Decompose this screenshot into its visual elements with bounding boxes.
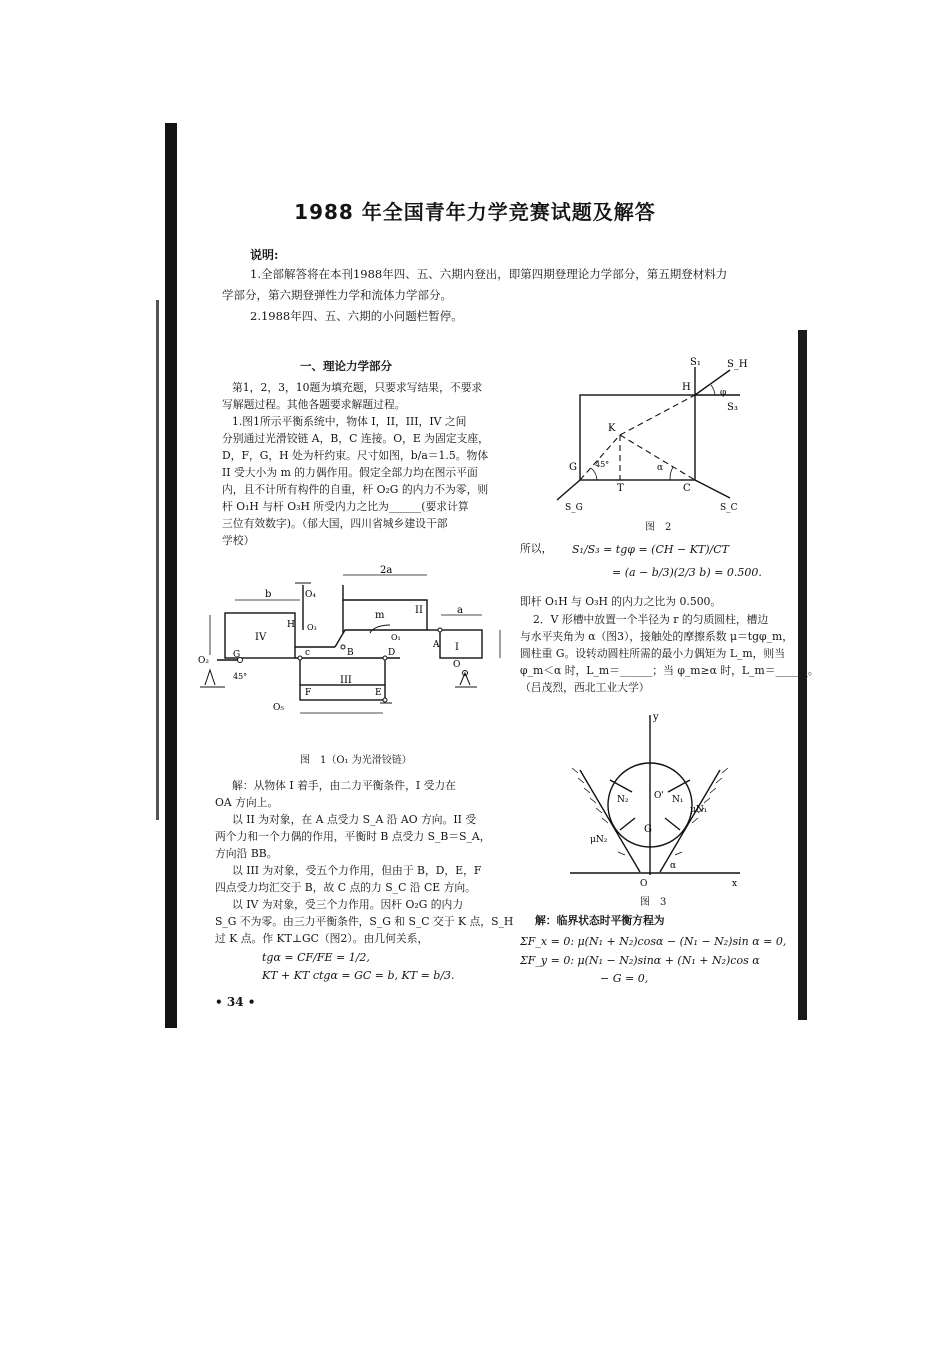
fig3-label-mun1: μN₁ <box>690 805 708 815</box>
fig2-label-t: T <box>617 483 624 494</box>
formula-ratio-value: = (a − b/3)(2/3 b) = 0.500. <box>612 566 762 579</box>
formula-kt: KT + KT ctgα = GC = b, KT = b/3. <box>262 969 455 982</box>
fig1-label-b: b <box>265 589 272 600</box>
fig1-label-a-point: A <box>433 640 440 650</box>
fig3-label-o: O <box>640 879 648 889</box>
fig3-label-mun2: μN₂ <box>590 835 608 845</box>
figure-1 <box>195 555 505 755</box>
book-spine-shadow <box>165 123 177 1028</box>
fig2-label-g: G <box>569 462 577 473</box>
problem2-line-5: （吕茂烈，西北工业大学） <box>520 681 650 694</box>
fig2-label-c: C <box>683 483 691 494</box>
problem1-line-4: 分别通过光滑铰链 A，B，C 连接。O，E 为固定支座， <box>222 432 489 445</box>
note-line-2: 学部分，第六期登弹性力学和流体力学部分。 <box>222 288 452 302</box>
note-line-1: 1.全部解答将在本刊1988年四、五、六期内登出，即第四期登理论力学部分，第五期登材料力 <box>250 267 728 281</box>
formula-tg-alpha: tgα = CF/FE = 1/2, <box>262 951 370 964</box>
fig2-label-sg: S_G <box>565 503 583 513</box>
figure-1-caption: 图 1（O₁ 为光滑铰链） <box>300 755 412 766</box>
fig1-label-o5: O₅ <box>273 703 284 713</box>
solution1-line-7: 四点受力均汇交于 B，故 C 点的力 S_C 沿 CE 方向。 <box>215 881 476 894</box>
fig3-label-n2: N₂ <box>617 795 629 805</box>
fig1-label-angle: 45° <box>233 672 248 681</box>
body-iii <box>300 685 385 700</box>
fig1-label-m: m <box>375 610 385 621</box>
fig1-label-d: D <box>388 648 396 658</box>
problem1-line-8: 杆 O₁H 与杆 O₃H 所受内力之比为______(要求计算 <box>222 500 469 513</box>
fig1-label-o3: O₃ <box>307 623 317 632</box>
solution1-line-9: S_G 不为零。由三力平衡条件，S_G 和 S_C 交于 K 点，S_H <box>215 915 514 928</box>
problem1-line-1: 第1，2，3，10题为填充题，只要求写结果，不要求 <box>232 381 483 394</box>
ratio-conclusion: 即杆 O₁H 与 O₃H 的内力之比为 0.500。 <box>520 595 722 608</box>
fig3-label-y: y <box>653 712 659 723</box>
solution1-line-3: 以 II 为对象，在 A 点受力 S_A 沿 AO 方向。II 受 <box>232 813 477 826</box>
equation-sum-fx: ΣF_x = 0: μ(N₁ + N₂)cosα − (N₁ − N₂)sin α = 0, <box>520 935 787 948</box>
fig2-label-s1: S₁ <box>690 357 701 368</box>
figure-3-caption: 图 3 <box>640 897 667 908</box>
fig1-label-e: E <box>375 688 382 698</box>
solution1-line-10: 过 K 点。作 KT⊥GC（图2）。由几何关系， <box>215 932 429 945</box>
problem1-line-2: 写解题过程。其他各题要求解题过程。 <box>222 398 406 411</box>
solution1-line-2: OA 方向上。 <box>215 796 279 809</box>
fig1-label-g: G <box>233 650 241 660</box>
figure-3 <box>560 710 745 895</box>
solution3-heading: 解：临界状态时平衡方程为 <box>535 914 665 927</box>
formula-tg-phi: S₁/S₃ = tgφ = (CH − KT)/CT <box>572 543 729 556</box>
problem1-line-5: D，F，G，H 处为杆约束。尺寸如图，b/a＝1.5。物体 <box>222 449 489 462</box>
problem1-line-10: 学校） <box>222 534 255 547</box>
fig2-label-k: K <box>608 423 616 434</box>
fig1-label-o4: O₄ <box>305 590 316 600</box>
solution1-line-4: 两个力和一个力偶的作用，平衡时 B 点受力 S_B＝S_A， <box>215 830 491 843</box>
problem1-line-9: 三位有效数字)。（郁大国，四川省城乡建设干部 <box>222 517 448 530</box>
fig1-label-h: H <box>287 620 295 630</box>
fig1-label-c: c <box>305 648 311 658</box>
fig3-label-o-prime: O' <box>654 791 664 801</box>
fig2-label-phi: φ <box>720 388 727 398</box>
solution1-line-5: 方向沿 BB。 <box>215 847 278 860</box>
fig1-label-i: I <box>455 642 459 653</box>
fig1-label-a-right: a <box>457 605 463 616</box>
fig2-label-angle: 45° <box>595 460 610 469</box>
problem2-line-2: 与水平夹角为 α（图3），接触处的摩擦系数 μ＝tgφ_m， <box>520 630 794 643</box>
fig1-label-o1: O₁ <box>391 633 401 642</box>
problem1-line-3: 1.图1所示平衡系统中，物体 I，II，III，IV 之间 <box>232 415 467 428</box>
problem2-line-1: 2．V 形槽中放置一个半径为 r 的匀质圆柱，槽边 <box>533 613 769 626</box>
page-title: 1988 年全国青年力学竞赛试题及解答 <box>294 200 656 224</box>
fig3-label-g: G <box>644 824 652 835</box>
section-heading: 一、理论力学部分 <box>300 359 392 373</box>
fig1-label-b-point: B <box>347 648 354 658</box>
scan-edge-line <box>156 300 159 820</box>
fig2-force-sc <box>695 480 730 498</box>
so-label: 所以， <box>520 542 553 555</box>
fig1-label-ii: II <box>415 605 423 616</box>
page-number: • 34 • <box>215 995 256 1009</box>
problem2-line-3: 圆柱重 G。设转动圆柱所需的最小力偶矩为 L_m，则当 <box>520 647 786 660</box>
fig3-label-x: x <box>732 879 738 889</box>
body-i <box>440 630 482 658</box>
equation-sum-fy: ΣF_y = 0: μ(N₁ − N₂)sinα + (N₁ + N₂)cos α <box>520 954 760 967</box>
fig3-label-n1: N₁ <box>672 795 684 805</box>
solution1-line-1: 解：从物体 I 着手，由二力平衡条件，I 受力在 <box>232 779 456 792</box>
fig1-label-iv: IV <box>255 632 267 643</box>
fig1-label-o: O <box>453 660 461 670</box>
fig1-label-iii: III <box>340 675 352 686</box>
figure-2 <box>545 355 755 520</box>
fig2-label-s3: S₃ <box>727 402 738 413</box>
solution1-line-6: 以 III 为对象，受五个力作用，但由于 B，D，E，F <box>232 864 482 877</box>
fig1-label-2a: 2a <box>380 565 393 576</box>
notes-heading: 说明: <box>250 248 279 262</box>
fig2-force-sg <box>557 480 580 500</box>
equation-sum-fy-cont: − G = 0, <box>600 972 649 985</box>
figure-2-caption: 图 2 <box>645 522 672 533</box>
problem1-line-7: 内，且不计所有构件的自重，杆 O₂G 的内力不为零，则 <box>222 483 489 496</box>
fig1-label-f: F <box>305 688 312 698</box>
problem2-line-4: φ_m＜α 时，L_m＝______；当 φ_m≥α 时，L_m＝______。 <box>520 664 819 677</box>
fig2-label-sh: S_H <box>727 359 748 370</box>
fig2-label-sc: S_C <box>720 503 738 513</box>
note-line-3: 2.1988年四、五、六期的小问题栏暂停。 <box>250 309 463 323</box>
solution1-line-8: 以 IV 为对象，受三个力作用。因杆 O₂G 的内力 <box>232 898 464 911</box>
fig2-label-alpha: α <box>657 463 664 473</box>
fig1-label-o2: O₂ <box>198 656 209 666</box>
fig3-label-alpha: α <box>670 861 677 871</box>
fig2-label-h: H <box>682 382 691 393</box>
problem1-line-6: II 受大小为 m 的力偶作用。假定全部力均在图示平面 <box>222 466 478 479</box>
